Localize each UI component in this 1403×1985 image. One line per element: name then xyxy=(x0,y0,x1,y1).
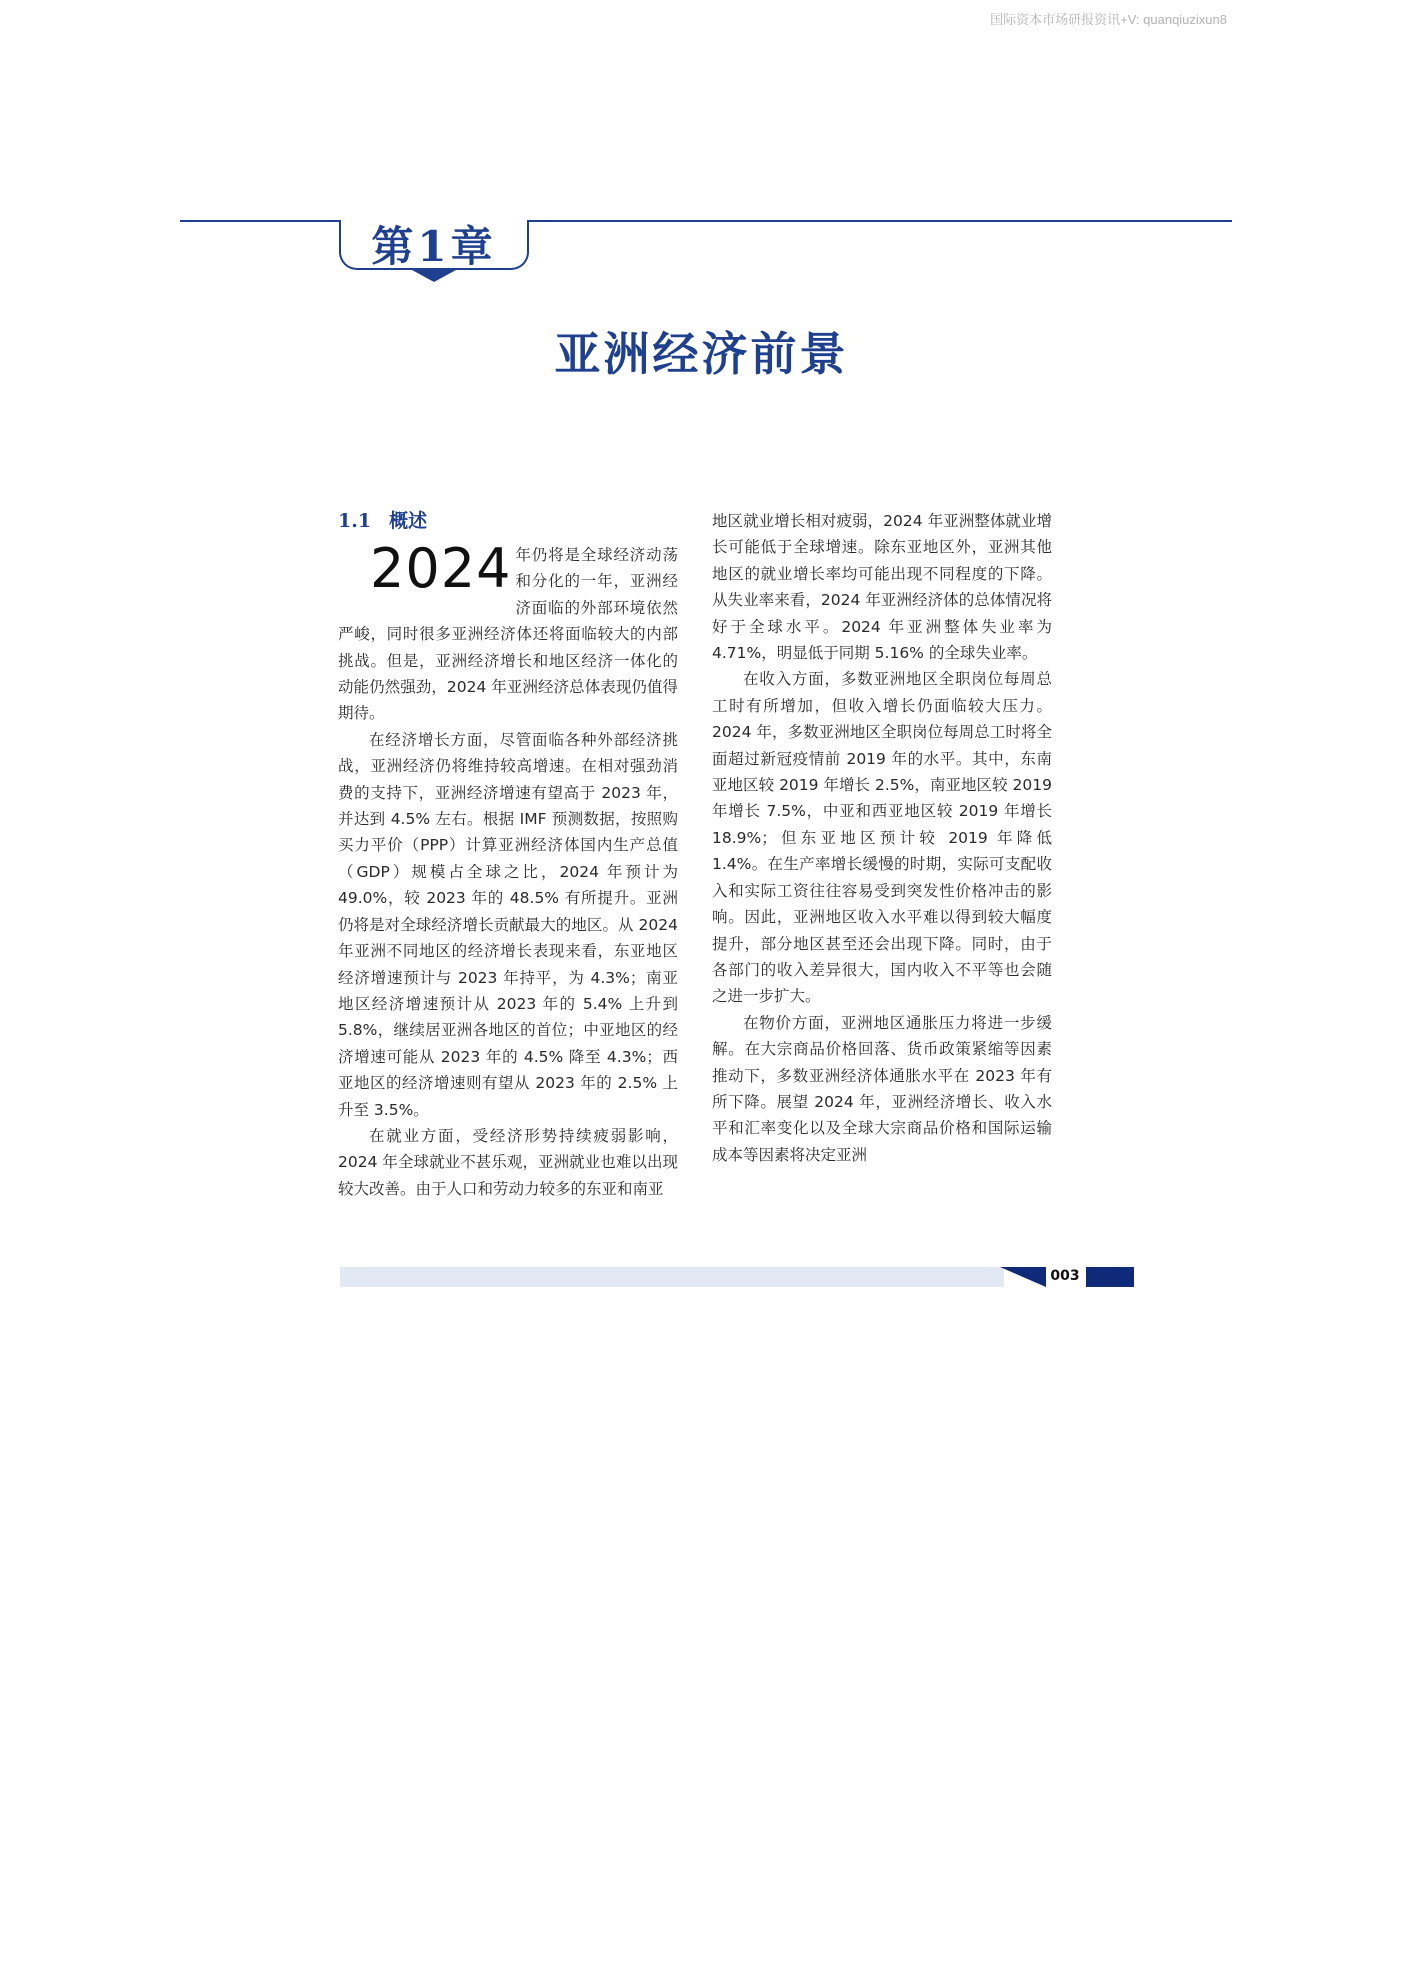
paragraph-intro xyxy=(338,537,678,727)
paragraph-employment-continued: 地区就业增长相对疲弱，2024 年亚洲整体就业增长可能低于全球增速。除东亚地区外，亚洲其他地区的就业增长率均可能出现不同程度的下降。从失业率来看，2024 年亚洲经济体的总体情况将好于全球水平。2024 年亚洲整体失业率为 4.71%，明显低于同期 5.16% 的全球失业率。 xyxy=(712,512,1052,663)
chapter-title: 亚洲经济前景 xyxy=(554,327,849,381)
dropcap-year: 2024 xyxy=(370,537,512,600)
chapter-rule xyxy=(180,220,1232,222)
column-left xyxy=(338,508,678,1202)
paragraph-income: 在收入方面，多数亚洲地区全职岗位每周总工时有所增加，但收入增长仍面临较大压力。2024 年，多数亚洲地区全职岗位每周总工时将全面超过新冠疫情前 2019 年的水平。其中，东南亚地区较 2019 年增长 2.5%，南亚地区较 2019 年增长 7.5%，中亚和西亚地区较 2019 年增长 18.9%；但东亚地区预计较 2019 年降低 1.4%。在生产率增长缓慢的时期，实际可支配收入和实际工资往往容易受到突发性价格冲击的影响。因此，亚洲地区收入水平难以得到较大幅度提升，部分地区甚至还会出现下降。同时，由于各部门的收入差异很大，国内收入不平等也会随之进一步扩大。 xyxy=(712,670,1052,1006)
column-right xyxy=(712,508,1052,1168)
chapter-label: 第1章 xyxy=(371,222,497,271)
section-heading xyxy=(338,508,678,534)
section-title: 概述 xyxy=(389,510,428,532)
watermark-text: 国际资本市场研报资讯+V: quanqiuzixun8 xyxy=(990,12,1227,27)
section-number: 1.1 xyxy=(338,510,372,532)
paragraph-growth: 在经济增长方面，尽管面临各种外部经济挑战，亚洲经济仍将维持较高增速。在相对强劲消费的支持下，亚洲经济增速有望高于 2023 年，并达到 4.5% 左右。根据 IMF 预测数据，按照购买力平价（PPP）计算亚洲经济体国内生产总值（GDP）规模占全球之比，2024 年预计为 49.0%，较 2023 年的 48.5% 有所提升。亚洲仍将是对全球经济增长贡献最大的地区。从 2024 年亚洲不同地区的经济增长表现来看，东亚地区经济增速预计与 2023 年持平，为 4.3%；南亚地区经济增速预计从 2023 年的 5.4% 上升到 5.8%，继续居亚洲各地区的首位；中亚地区的经济增速可能从 2023 年的 4.5% 降至 4.3%；西亚地区的经济增速则有望从 2023 年的 2.5% 上升至 3.5%。 xyxy=(338,730,678,1119)
footer-block xyxy=(1086,1267,1134,1287)
paragraph-intro-text: 年仍将是全球经济动荡和分化的一年，亚洲经济面临的外部环境依然严峻，同时很多亚洲经济体还将面临较大的内部挑战。但是，亚洲经济增长和地区经济一体化的动能仍然强劲，2024 年亚洲经济总体表现仍值得期待。 xyxy=(338,546,678,723)
chapter-arrow-icon xyxy=(412,270,456,282)
paragraph-prices: 在物价方面，亚洲地区通胀压力将进一步缓解。在大宗商品价格回落、货币政策紧缩等因素推动下，多数亚洲经济体通胀水平在 2023 年有所下降。展望 2024 年，亚洲经济增长、收入水平和汇率变化以及全球大宗商品价格和国际运输成本等因素将决定亚洲 xyxy=(712,1013,1052,1164)
footer-bar xyxy=(340,1267,1004,1287)
page-number: 003 xyxy=(1050,1268,1080,1284)
paragraph-employment: 在就业方面，受经济形势持续疲弱影响，2024 年全球就业不甚乐观，亚洲就业也难以出现较大改善。由于人口和劳动力较多的东亚和南亚 xyxy=(338,1126,678,1198)
chapter-tab xyxy=(339,220,529,270)
footer-triangle xyxy=(1000,1267,1046,1287)
